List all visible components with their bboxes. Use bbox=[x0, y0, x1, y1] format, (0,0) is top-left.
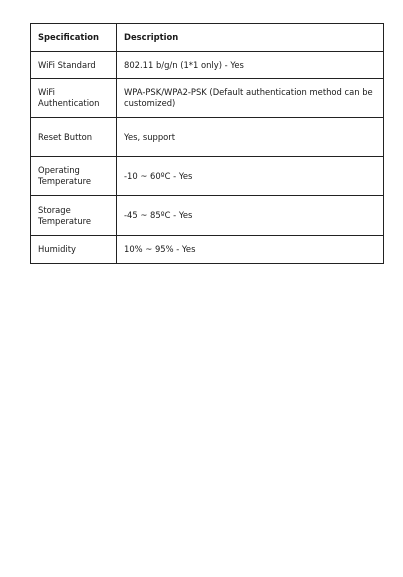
table-row bbox=[31, 196, 384, 236]
spec-cell: Reset Button bbox=[31, 118, 117, 157]
spec-cell: Storage Temperature bbox=[31, 196, 117, 236]
table-row bbox=[31, 52, 384, 79]
description-cell: -10 ~ 60ºC - Yes bbox=[117, 157, 384, 196]
spec-cell: Operating Temperature bbox=[31, 157, 117, 196]
specification-table bbox=[30, 23, 384, 264]
spec-cell: WiFi Authentication bbox=[31, 79, 117, 118]
description-cell: Yes, support bbox=[117, 118, 384, 157]
header-specification: Specification bbox=[31, 24, 117, 52]
table-row bbox=[31, 157, 384, 196]
table-row bbox=[31, 236, 384, 264]
description-cell: WPA-PSK/WPA2-PSK (Default authentication method can be customized) bbox=[117, 79, 384, 118]
description-cell: -45 ~ 85ºC - Yes bbox=[117, 196, 384, 236]
header-description: Description bbox=[117, 24, 384, 52]
description-cell: 10% ~ 95% - Yes bbox=[117, 236, 384, 264]
spec-cell: WiFi Standard bbox=[31, 52, 117, 79]
table-header-row bbox=[31, 24, 384, 52]
table-row bbox=[31, 79, 384, 118]
description-cell: 802.11 b/g/n (1*1 only) - Yes bbox=[117, 52, 384, 79]
table-row bbox=[31, 118, 384, 157]
table-body bbox=[31, 52, 384, 264]
spec-cell: Humidity bbox=[31, 236, 117, 264]
table-header bbox=[31, 24, 384, 52]
